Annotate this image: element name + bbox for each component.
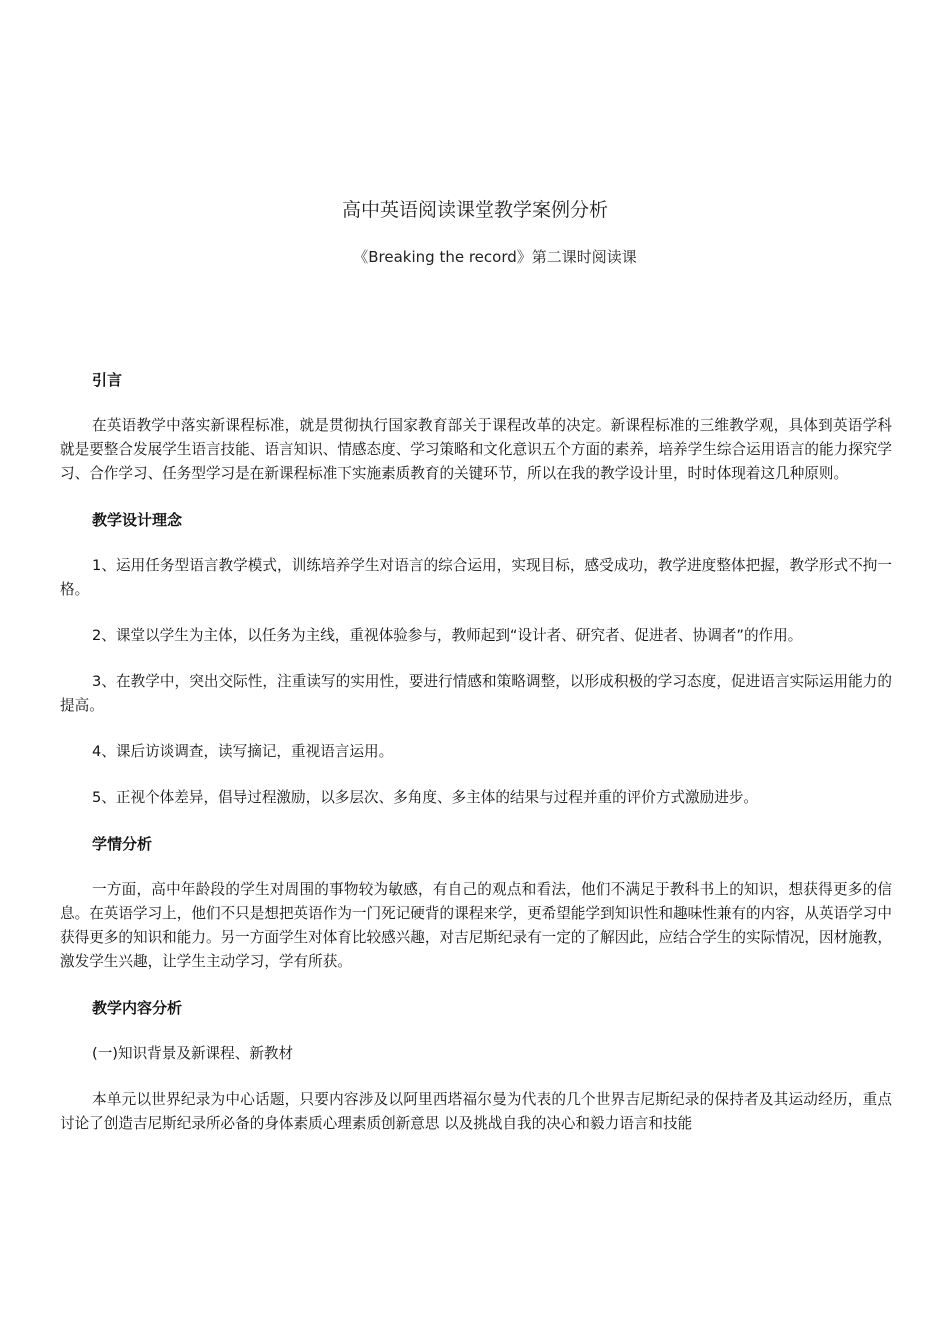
design-point-5: 5、正视个体差异，倡导过程激励，以多层次、多角度、多主体的结果与过程并重的评价方式激励进步。	[92, 789, 759, 806]
document-body	[60, 368, 892, 1158]
learners-paragraph: 一方面，高中年龄段的学生对周围的事物较为敏感，有自己的观点和看法，他们不满足于教科书上的知识，想获得更多的信息。在英语学习上，他们不只是想把英语作为一门死记硬背的课程来学，更希望能学到知识性和趣味性兼有的内容，从英语学习中获得更多的知识和能力。另一方面学生对体育比较感兴趣，对吉尼斯纪录有一定的了解因此，应结合学生的实际情况，因材施教，激发学生兴趣，让学生主动学习，学有所获。	[60, 881, 892, 970]
design-point-3: 3、在教学中，突出交际性，注重读写的实用性，要进行情感和策略调整，以形成积极的学习态度，促进语言实际运用能力的提高。	[60, 673, 892, 714]
content-subheading: (一)知识背景及新课程、新教材	[92, 1045, 294, 1062]
section-heading-intro: 引言	[92, 371, 123, 389]
content-paragraph: 本单元以世界纪录为中心话题，只要内容涉及以阿里西塔福尔曼为代表的几个世界吉尼斯纪录的保持者及其运动经历，重点讨论了创造吉尼斯纪录所必备的身体素质心理素质创新意思 以及挑战自我的决心和毅力语言和技能	[60, 1091, 892, 1132]
design-point-2: 2、课堂以学生为主体，以任务为主线，重视体验参与，教师起到“设计者、研究者、促进者、协调者”的作用。	[92, 627, 803, 644]
section-heading-design: 教学设计理念	[92, 511, 183, 529]
design-point-4: 4、课后访谈调查，读写摘记，重视语言运用。	[92, 743, 394, 760]
document-subtitle: 《Breaking the record》第二课时阅读课	[353, 248, 637, 266]
section-heading-learners: 学情分析	[92, 835, 153, 853]
intro-paragraph: 在英语教学中落实新课程标准，就是贯彻执行国家教育部关于课程改革的决定。新课程标准的三维教学观，具体到英语学科就是要整合发展学生语言技能、语言知识、情感态度、学习策略和文化意识五个方面的素养，培养学生综合运用语言的能力探究学习、合作学习、任务型学习是在新课程标准下实施素质教育的关键环节，所以在我的教学设计里，时时体现着这几种原则。	[60, 417, 892, 482]
design-point-1: 1、运用任务型语言教学模式，训练培养学生对语言的综合运用，实现目标，感受成功，教学进度整体把握，教学形式不拘一格。	[60, 557, 892, 598]
document-title: 高中英语阅读课堂教学案例分析	[341, 199, 608, 221]
section-heading-content: 教学内容分析	[92, 999, 183, 1017]
